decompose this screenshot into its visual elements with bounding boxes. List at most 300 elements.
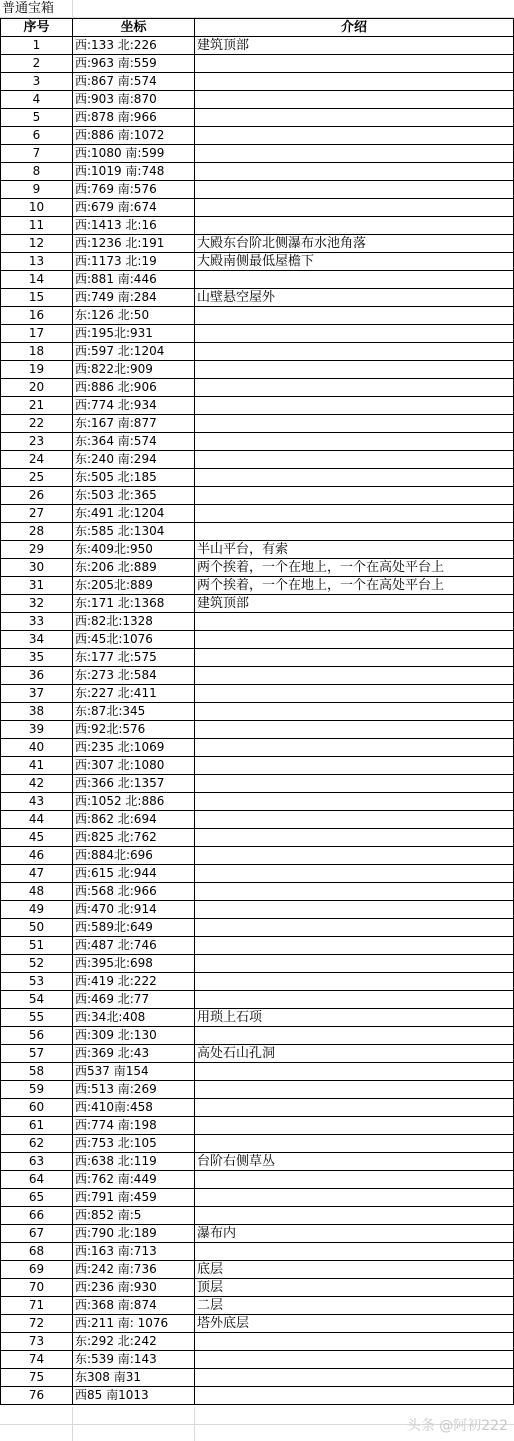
cell-index[interactable]: 4 — [1, 91, 73, 109]
table-row — [1, 199, 514, 217]
cell-index[interactable]: 63 — [1, 1153, 73, 1171]
cell-index[interactable]: 21 — [1, 397, 73, 415]
table-row — [1, 919, 514, 937]
cell-desc[interactable] — [195, 1351, 514, 1369]
cell-index[interactable]: 26 — [1, 487, 73, 505]
cell-index[interactable]: 56 — [1, 1027, 73, 1045]
cell-index[interactable]: 75 — [1, 1369, 73, 1387]
cell-desc[interactable]: 半山平台，有索 — [195, 541, 514, 559]
cell-index[interactable]: 49 — [1, 901, 73, 919]
table-row — [1, 1315, 514, 1333]
cell-coord[interactable]: 西:903 南:870 — [73, 91, 195, 109]
cell-index[interactable]: 71 — [1, 1297, 73, 1315]
cell-desc[interactable] — [195, 433, 514, 451]
cell-index[interactable]: 16 — [1, 307, 73, 325]
table-row — [1, 253, 514, 271]
table-row — [1, 325, 514, 343]
watermark: 头条 @阿初222 — [406, 1418, 508, 1434]
cell-desc[interactable] — [195, 1099, 514, 1117]
cell-coord[interactable]: 西:307 北:1080 — [73, 757, 195, 775]
table-row — [1, 865, 514, 883]
cell-index[interactable]: 43 — [1, 793, 73, 811]
table-row — [1, 271, 514, 289]
table-row — [1, 559, 514, 577]
cell-desc[interactable] — [195, 361, 514, 379]
cell-desc[interactable] — [195, 1333, 514, 1351]
cell-coord[interactable]: 西:597 北:1204 — [73, 343, 195, 361]
cell-coord[interactable]: 西:753 北:105 — [73, 1135, 195, 1153]
cell-coord[interactable]: 西:242 南:736 — [73, 1261, 195, 1279]
cell-coord[interactable]: 东:206 北:889 — [73, 559, 195, 577]
cell-coord[interactable]: 东308 南31 — [73, 1369, 195, 1387]
cell-index[interactable]: 68 — [1, 1243, 73, 1261]
cell-coord[interactable]: 西:368 南:874 — [73, 1297, 195, 1315]
cell-coord[interactable]: 西:1413 北:16 — [73, 217, 195, 235]
cell-index[interactable]: 20 — [1, 379, 73, 397]
table-row — [1, 721, 514, 739]
cell-coord[interactable]: 西:470 北:914 — [73, 901, 195, 919]
cell-coord[interactable]: 西:589北:649 — [73, 919, 195, 937]
cell-desc[interactable]: 二层 — [195, 1297, 514, 1315]
table-row — [1, 1261, 514, 1279]
cell-coord[interactable]: 西537 南154 — [73, 1063, 195, 1081]
cell-desc[interactable]: 建筑顶部 — [195, 595, 514, 613]
cell-index[interactable]: 3 — [1, 73, 73, 91]
cell-desc[interactable]: 高处石山孔洞 — [195, 1045, 514, 1063]
table-row — [1, 901, 514, 919]
table-row — [1, 541, 514, 559]
table-row — [1, 307, 514, 325]
cell-desc[interactable] — [195, 1117, 514, 1135]
cell-coord[interactable]: 西:878 南:966 — [73, 109, 195, 127]
cell-desc[interactable] — [195, 685, 514, 703]
table-row — [1, 829, 514, 847]
cell-desc[interactable] — [195, 487, 514, 505]
cell-coord[interactable]: 西:92北:576 — [73, 721, 195, 739]
cell-desc[interactable] — [195, 505, 514, 523]
cell-index[interactable]: 27 — [1, 505, 73, 523]
cell-coord[interactable]: 西:963 南:559 — [73, 55, 195, 73]
cell-index[interactable]: 60 — [1, 1099, 73, 1117]
table-row — [1, 37, 514, 55]
cell-index[interactable]: 18 — [1, 343, 73, 361]
cell-index[interactable]: 28 — [1, 523, 73, 541]
cell-desc[interactable] — [195, 325, 514, 343]
table-row — [1, 703, 514, 721]
cell-coord[interactable]: 西:769 南:576 — [73, 181, 195, 199]
table-row — [1, 811, 514, 829]
cell-coord[interactable]: 西:236 南:930 — [73, 1279, 195, 1297]
cell-coord[interactable]: 西:825 北:762 — [73, 829, 195, 847]
cell-desc[interactable] — [195, 955, 514, 973]
cell-index[interactable]: 74 — [1, 1351, 73, 1369]
cell-index[interactable]: 33 — [1, 613, 73, 631]
cell-desc[interactable]: 两个挨着，一个在地上，一个在高处平台上 — [195, 577, 514, 595]
cell-desc[interactable] — [195, 1027, 514, 1045]
cell-desc[interactable] — [195, 811, 514, 829]
cell-desc[interactable]: 底层 — [195, 1261, 514, 1279]
cell-index[interactable]: 8 — [1, 163, 73, 181]
cell-coord[interactable]: 东:505 北:185 — [73, 469, 195, 487]
cell-coord[interactable]: 西:1019 南:748 — [73, 163, 195, 181]
table-row — [1, 217, 514, 235]
cell-coord[interactable]: 西:45北:1076 — [73, 631, 195, 649]
table-row — [1, 1027, 514, 1045]
cell-desc[interactable]: 塔外底层 — [195, 1315, 514, 1333]
cell-desc[interactable] — [195, 415, 514, 433]
cell-desc[interactable] — [195, 343, 514, 361]
cell-coord[interactable]: 东:205北:889 — [73, 577, 195, 595]
table-row — [1, 91, 514, 109]
table-row — [1, 109, 514, 127]
cell-coord[interactable]: 西:369 北:43 — [73, 1045, 195, 1063]
cell-index[interactable]: 14 — [1, 271, 73, 289]
table-row — [1, 667, 514, 685]
cell-index[interactable]: 66 — [1, 1207, 73, 1225]
table-row — [1, 937, 514, 955]
cell-desc[interactable]: 大殿南侧最低屋檐下 — [195, 253, 514, 271]
cell-index[interactable]: 58 — [1, 1063, 73, 1081]
sheet-title-row — [0, 0, 514, 18]
cell-index[interactable]: 35 — [1, 649, 73, 667]
cell-index[interactable]: 25 — [1, 469, 73, 487]
cell-coord[interactable]: 西:749 南:284 — [73, 289, 195, 307]
cell-coord[interactable]: 东:364 南:574 — [73, 433, 195, 451]
cell-desc[interactable] — [195, 163, 514, 181]
cell-coord[interactable]: 西:366 北:1357 — [73, 775, 195, 793]
table-row — [1, 73, 514, 91]
cell-index[interactable]: 46 — [1, 847, 73, 865]
cell-desc[interactable] — [195, 271, 514, 289]
gridline — [72, 0, 73, 18]
cell-index[interactable]: 30 — [1, 559, 73, 577]
cell-coord[interactable]: 西:133 北:226 — [73, 37, 195, 55]
cell-index[interactable]: 64 — [1, 1171, 73, 1189]
cell-desc[interactable]: 瀑布内 — [195, 1225, 514, 1243]
cell-index[interactable]: 29 — [1, 541, 73, 559]
cell-desc[interactable] — [195, 1189, 514, 1207]
table-row — [1, 775, 514, 793]
empty-grid-area — [0, 1407, 514, 1441]
table-row — [1, 523, 514, 541]
cell-coord[interactable]: 西:211 南: 1076 — [73, 1315, 195, 1333]
cell-index[interactable]: 22 — [1, 415, 73, 433]
table-row — [1, 145, 514, 163]
header-desc[interactable]: 介绍 — [195, 19, 514, 37]
table-row — [1, 1009, 514, 1027]
cell-desc[interactable] — [195, 1243, 514, 1261]
table-row — [1, 289, 514, 307]
table-row — [1, 1387, 514, 1405]
header-coord[interactable]: 坐标 — [73, 19, 195, 37]
cell-desc[interactable] — [195, 865, 514, 883]
cell-desc[interactable]: 顶层 — [195, 1279, 514, 1297]
cell-desc[interactable] — [195, 631, 514, 649]
table-row — [1, 181, 514, 199]
cell-index[interactable]: 38 — [1, 703, 73, 721]
cell-index[interactable]: 37 — [1, 685, 73, 703]
cell-index[interactable]: 15 — [1, 289, 73, 307]
gridline — [0, 17, 514, 18]
cell-desc[interactable]: 建筑顶部 — [195, 37, 514, 55]
cell-coord[interactable]: 东:227 北:411 — [73, 685, 195, 703]
cell-coord[interactable]: 东:126 北:50 — [73, 307, 195, 325]
table-row — [1, 415, 514, 433]
table-row — [1, 991, 514, 1009]
cell-desc[interactable] — [195, 991, 514, 1009]
cell-coord[interactable]: 东:167 南:877 — [73, 415, 195, 433]
cell-index[interactable]: 7 — [1, 145, 73, 163]
cell-index[interactable]: 61 — [1, 1117, 73, 1135]
cell-desc[interactable] — [195, 307, 514, 325]
cell-desc[interactable] — [195, 613, 514, 631]
cell-desc[interactable] — [195, 397, 514, 415]
cell-index[interactable]: 53 — [1, 973, 73, 991]
cell-desc[interactable] — [195, 703, 514, 721]
cell-coord[interactable]: 西:790 北:189 — [73, 1225, 195, 1243]
cell-index[interactable]: 67 — [1, 1225, 73, 1243]
cell-desc[interactable] — [195, 919, 514, 937]
cell-index[interactable]: 51 — [1, 937, 73, 955]
table-row — [1, 343, 514, 361]
table-row — [1, 793, 514, 811]
cell-coord[interactable]: 西:862 北:694 — [73, 811, 195, 829]
cell-coord[interactable]: 东:503 北:365 — [73, 487, 195, 505]
cell-desc[interactable] — [195, 145, 514, 163]
cell-desc[interactable] — [195, 721, 514, 739]
cell-coord[interactable]: 西:852 南:5 — [73, 1207, 195, 1225]
cell-desc[interactable] — [195, 217, 514, 235]
table-row — [1, 1063, 514, 1081]
cell-coord[interactable]: 西:1236 北:191 — [73, 235, 195, 253]
cell-desc[interactable] — [195, 847, 514, 865]
cell-desc[interactable] — [195, 1171, 514, 1189]
cell-coord[interactable]: 东:273 北:584 — [73, 667, 195, 685]
cell-index[interactable]: 34 — [1, 631, 73, 649]
cell-desc[interactable] — [195, 667, 514, 685]
cell-desc[interactable]: 大殿东台阶北侧瀑布水池角落 — [195, 235, 514, 253]
table-row — [1, 361, 514, 379]
sheet-title[interactable]: 普通宝箱 — [2, 1, 55, 16]
cell-index[interactable]: 42 — [1, 775, 73, 793]
table-row — [1, 613, 514, 631]
cell-index[interactable]: 17 — [1, 325, 73, 343]
table-row — [1, 1117, 514, 1135]
cell-desc[interactable] — [195, 469, 514, 487]
cell-coord[interactable]: 西:822北:909 — [73, 361, 195, 379]
cell-desc[interactable] — [195, 1063, 514, 1081]
cell-coord[interactable]: 西:395北:698 — [73, 955, 195, 973]
cell-desc[interactable] — [195, 973, 514, 991]
cell-coord[interactable]: 东:292 北:242 — [73, 1333, 195, 1351]
cell-index[interactable]: 70 — [1, 1279, 73, 1297]
cell-coord[interactable]: 西:881 南:446 — [73, 271, 195, 289]
cell-coord[interactable]: 西:886 南:1072 — [73, 127, 195, 145]
cell-index[interactable]: 62 — [1, 1135, 73, 1153]
cell-coord[interactable]: 东:240 南:294 — [73, 451, 195, 469]
cell-desc[interactable] — [195, 901, 514, 919]
cell-coord[interactable]: 西:419 北:222 — [73, 973, 195, 991]
table-row — [1, 631, 514, 649]
table-row — [1, 685, 514, 703]
cell-index[interactable]: 11 — [1, 217, 73, 235]
cell-index[interactable]: 73 — [1, 1333, 73, 1351]
cell-desc[interactable] — [195, 199, 514, 217]
cell-coord[interactable]: 西:679 南:674 — [73, 199, 195, 217]
table-row — [1, 487, 514, 505]
cell-desc[interactable] — [195, 757, 514, 775]
cell-desc[interactable] — [195, 181, 514, 199]
cell-index[interactable]: 45 — [1, 829, 73, 847]
cell-coord[interactable]: 西:615 北:944 — [73, 865, 195, 883]
cell-desc[interactable] — [195, 1135, 514, 1153]
cell-index[interactable]: 5 — [1, 109, 73, 127]
cell-coord[interactable]: 西:513 南:269 — [73, 1081, 195, 1099]
cell-index[interactable]: 6 — [1, 127, 73, 145]
cell-index[interactable]: 12 — [1, 235, 73, 253]
cell-coord[interactable]: 西:1052 北:886 — [73, 793, 195, 811]
cell-index[interactable]: 32 — [1, 595, 73, 613]
cell-index[interactable]: 9 — [1, 181, 73, 199]
cell-desc[interactable] — [195, 649, 514, 667]
cell-desc[interactable] — [195, 1387, 514, 1405]
cell-index[interactable]: 76 — [1, 1387, 73, 1405]
table-row — [1, 1135, 514, 1153]
cell-index[interactable]: 36 — [1, 667, 73, 685]
table-row — [1, 649, 514, 667]
cell-desc[interactable] — [195, 793, 514, 811]
table-row — [1, 1171, 514, 1189]
cell-desc[interactable] — [195, 1081, 514, 1099]
cell-desc[interactable] — [195, 523, 514, 541]
cell-coord[interactable]: 东:539 南:143 — [73, 1351, 195, 1369]
cell-coord[interactable]: 西:791 南:459 — [73, 1189, 195, 1207]
cell-index[interactable]: 50 — [1, 919, 73, 937]
cell-index[interactable]: 1 — [1, 37, 73, 55]
cell-desc[interactable] — [195, 1207, 514, 1225]
table-row — [1, 1207, 514, 1225]
cell-desc[interactable] — [195, 1369, 514, 1387]
cell-coord[interactable]: 西:410南:458 — [73, 1099, 195, 1117]
cell-coord[interactable]: 西:774 南:198 — [73, 1117, 195, 1135]
cell-coord[interactable]: 西:469 北:77 — [73, 991, 195, 1009]
table-row — [1, 739, 514, 757]
cell-desc[interactable] — [195, 739, 514, 757]
table-row — [1, 1153, 514, 1171]
cell-desc[interactable] — [195, 109, 514, 127]
cell-coord[interactable]: 西:235 北:1069 — [73, 739, 195, 757]
cell-coord[interactable]: 西85 南1013 — [73, 1387, 195, 1405]
table-row — [1, 973, 514, 991]
header-index[interactable]: 序号 — [1, 19, 73, 37]
cell-index[interactable]: 19 — [1, 361, 73, 379]
table-row — [1, 595, 514, 613]
table-row — [1, 433, 514, 451]
table-row — [1, 757, 514, 775]
cell-coord[interactable]: 东:409北:950 — [73, 541, 195, 559]
cell-coord[interactable]: 西:762 南:449 — [73, 1171, 195, 1189]
cell-desc[interactable] — [195, 379, 514, 397]
cell-coord[interactable]: 西:34北:408 — [73, 1009, 195, 1027]
cell-index[interactable]: 65 — [1, 1189, 73, 1207]
cell-index[interactable]: 72 — [1, 1315, 73, 1333]
cell-index[interactable]: 23 — [1, 433, 73, 451]
cell-desc[interactable] — [195, 55, 514, 73]
cell-coord[interactable]: 西:867 南:574 — [73, 73, 195, 91]
cell-index[interactable]: 69 — [1, 1261, 73, 1279]
cell-coord[interactable]: 东:491 北:1204 — [73, 505, 195, 523]
table-row — [1, 469, 514, 487]
cell-coord[interactable]: 西:487 北:746 — [73, 937, 195, 955]
cell-desc[interactable]: 两个挨着，一个在地上，一个在高处平台上 — [195, 559, 514, 577]
cell-coord[interactable]: 西:884北:696 — [73, 847, 195, 865]
treasure-table — [0, 18, 514, 1405]
table-row — [1, 1099, 514, 1117]
cell-desc[interactable]: 用琐上石项 — [195, 1009, 514, 1027]
cell-index[interactable]: 31 — [1, 577, 73, 595]
cell-index[interactable]: 52 — [1, 955, 73, 973]
cell-index[interactable]: 44 — [1, 811, 73, 829]
table-row — [1, 1279, 514, 1297]
cell-index[interactable]: 24 — [1, 451, 73, 469]
cell-coord[interactable]: 西:568 北:966 — [73, 883, 195, 901]
table-row — [1, 379, 514, 397]
cell-coord[interactable]: 东:177 北:575 — [73, 649, 195, 667]
cell-coord[interactable]: 西:886 北:906 — [73, 379, 195, 397]
cell-coord[interactable]: 东:87北:345 — [73, 703, 195, 721]
table-row — [1, 577, 514, 595]
cell-coord[interactable]: 西:1080 南:599 — [73, 145, 195, 163]
cell-coord[interactable]: 西:195北:931 — [73, 325, 195, 343]
cell-desc[interactable] — [195, 127, 514, 145]
cell-coord[interactable]: 西:638 北:119 — [73, 1153, 195, 1171]
cell-index[interactable]: 41 — [1, 757, 73, 775]
cell-coord[interactable]: 西:1173 北:19 — [73, 253, 195, 271]
cell-index[interactable]: 40 — [1, 739, 73, 757]
cell-desc[interactable] — [195, 91, 514, 109]
cell-desc[interactable] — [195, 775, 514, 793]
table-row — [1, 1243, 514, 1261]
cell-index[interactable]: 2 — [1, 55, 73, 73]
cell-index[interactable]: 47 — [1, 865, 73, 883]
cell-coord[interactable]: 西:774 北:934 — [73, 397, 195, 415]
table-row — [1, 1189, 514, 1207]
cell-index[interactable]: 57 — [1, 1045, 73, 1063]
cell-index[interactable]: 59 — [1, 1081, 73, 1099]
cell-desc[interactable] — [195, 451, 514, 469]
cell-index[interactable]: 13 — [1, 253, 73, 271]
cell-desc[interactable]: 山壁悬空屋外 — [195, 289, 514, 307]
cell-desc[interactable] — [195, 883, 514, 901]
cell-desc[interactable] — [195, 73, 514, 91]
table-row — [1, 1369, 514, 1387]
cell-desc[interactable] — [195, 829, 514, 847]
table-row — [1, 1225, 514, 1243]
table-row — [1, 1045, 514, 1063]
cell-index[interactable]: 48 — [1, 883, 73, 901]
cell-coord[interactable]: 东:171 北:1368 — [73, 595, 195, 613]
cell-coord[interactable]: 东:585 北:1304 — [73, 523, 195, 541]
cell-index[interactable]: 10 — [1, 199, 73, 217]
cell-index[interactable]: 54 — [1, 991, 73, 1009]
cell-index[interactable]: 39 — [1, 721, 73, 739]
cell-coord[interactable]: 西:163 南:713 — [73, 1243, 195, 1261]
cell-desc[interactable] — [195, 937, 514, 955]
cell-coord[interactable]: 西:82北:1328 — [73, 613, 195, 631]
cell-desc[interactable]: 台阶右侧草丛 — [195, 1153, 514, 1171]
cell-coord[interactable]: 西:309 北:130 — [73, 1027, 195, 1045]
cell-index[interactable]: 55 — [1, 1009, 73, 1027]
